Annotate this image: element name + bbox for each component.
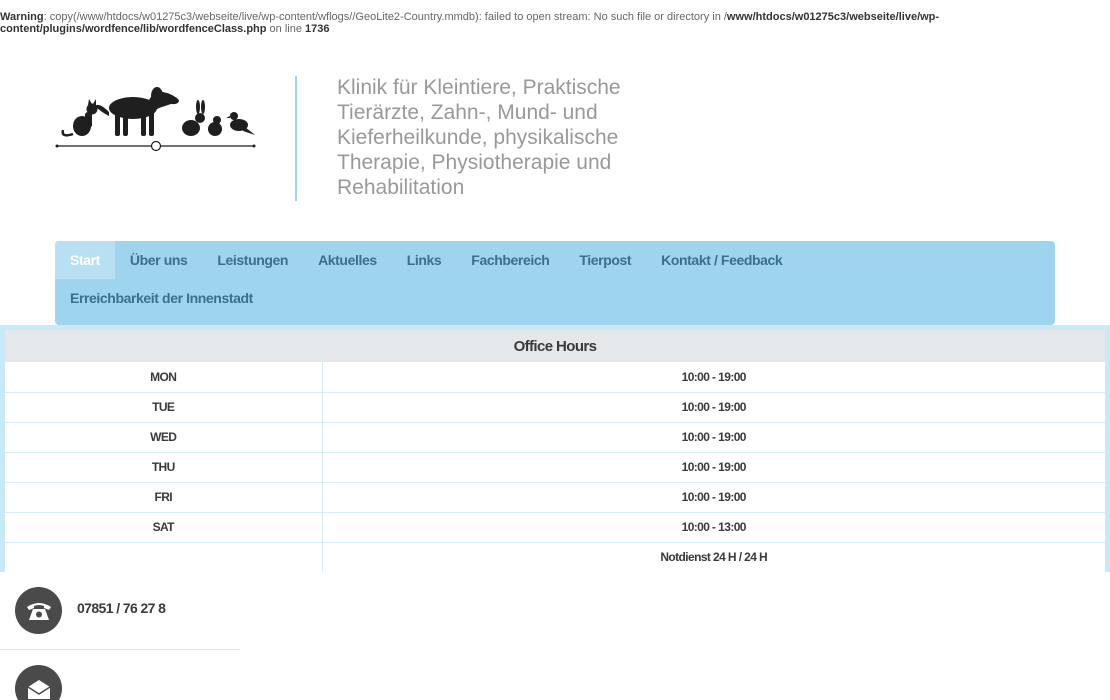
day-cell xyxy=(5,542,322,572)
table-row xyxy=(5,542,1105,572)
mail-icon xyxy=(15,665,62,700)
warning-message: : copy(/www/htdocs/w01275c3/webseite/live/wp-content/wflogs//GeoLite2-Country.mmdb): failed to open stream: No such file or directory in / xyxy=(43,11,727,23)
nav-row xyxy=(55,279,268,315)
table-row xyxy=(5,362,1105,392)
warning-path: www/htdocs/w01275c3/webseite/live/wp-content/plugins/wordfence/lib/wordfenceClass.php xyxy=(0,11,940,35)
hours-cell: 10:00 - 13:00 xyxy=(322,512,1105,542)
emergency-hours-cell: Notdienst 24 H / 24 H xyxy=(660,550,768,565)
clinic-tagline: Klinik für Kleintiere, Praktische Tierärzte, Zahn-, Mund- und Kieferheilkunde, physikalische Therapie, Physiotherapie und Rehabilitation xyxy=(337,76,621,199)
day-cell: THU xyxy=(5,452,322,482)
nav-item-links[interactable]: Links xyxy=(406,252,442,268)
nav-row xyxy=(55,241,797,279)
table-row xyxy=(5,482,1105,512)
contact-phone[interactable] xyxy=(0,572,240,650)
phone-icon xyxy=(15,587,62,634)
table-row xyxy=(5,452,1105,482)
table-row xyxy=(5,512,1105,542)
warning-line-number: 1736 xyxy=(305,23,330,35)
table-row xyxy=(5,392,1105,422)
pets-silhouette-icon xyxy=(55,72,257,154)
day-cell: SAT xyxy=(5,512,322,542)
nav-item-kontakt-feedback[interactable]: Kontakt / Feedback xyxy=(661,252,783,268)
table-header-row xyxy=(5,330,1105,362)
phone-number: 07851 / 76 27 8 xyxy=(77,600,166,616)
table-row xyxy=(5,422,1105,452)
hours-cell: 10:00 - 19:00 xyxy=(322,422,1105,452)
nav-item-erreichbarkeit[interactable]: Erreichbarkeit der Innenstadt xyxy=(70,290,253,306)
hours-cell: 10:00 - 19:00 xyxy=(322,452,1105,482)
clinic-logo[interactable] xyxy=(55,72,257,154)
nav-item-tierpost[interactable]: Tierpost xyxy=(579,252,632,268)
office-hours-title: Office Hours xyxy=(5,330,1105,362)
warning-on-line: on line xyxy=(266,23,306,35)
day-cell: WED xyxy=(5,422,322,452)
office-hours-panel xyxy=(0,325,1110,572)
contact-mail[interactable] xyxy=(0,650,240,700)
header-divider xyxy=(295,76,297,201)
main-navigation xyxy=(55,241,1055,325)
nav-item-ueber-uns[interactable]: Über uns xyxy=(129,252,188,268)
php-warning xyxy=(0,11,1040,35)
hours-cell: 10:00 - 19:00 xyxy=(322,482,1105,512)
nav-item-start[interactable]: Start xyxy=(55,241,115,279)
day-cell: TUE xyxy=(5,392,322,422)
day-cell: FRI xyxy=(5,482,322,512)
warning-label: Warning xyxy=(0,11,44,23)
office-hours-table xyxy=(5,330,1105,572)
nav-item-leistungen[interactable]: Leistungen xyxy=(217,252,289,268)
day-cell: MON xyxy=(5,362,322,392)
nav-item-fachbereich[interactable]: Fachbereich xyxy=(471,252,550,268)
hours-cell: 10:00 - 19:00 xyxy=(322,362,1105,392)
hours-cell: 10:00 - 19:00 xyxy=(322,392,1105,422)
nav-item-aktuelles[interactable]: Aktuelles xyxy=(318,252,377,268)
